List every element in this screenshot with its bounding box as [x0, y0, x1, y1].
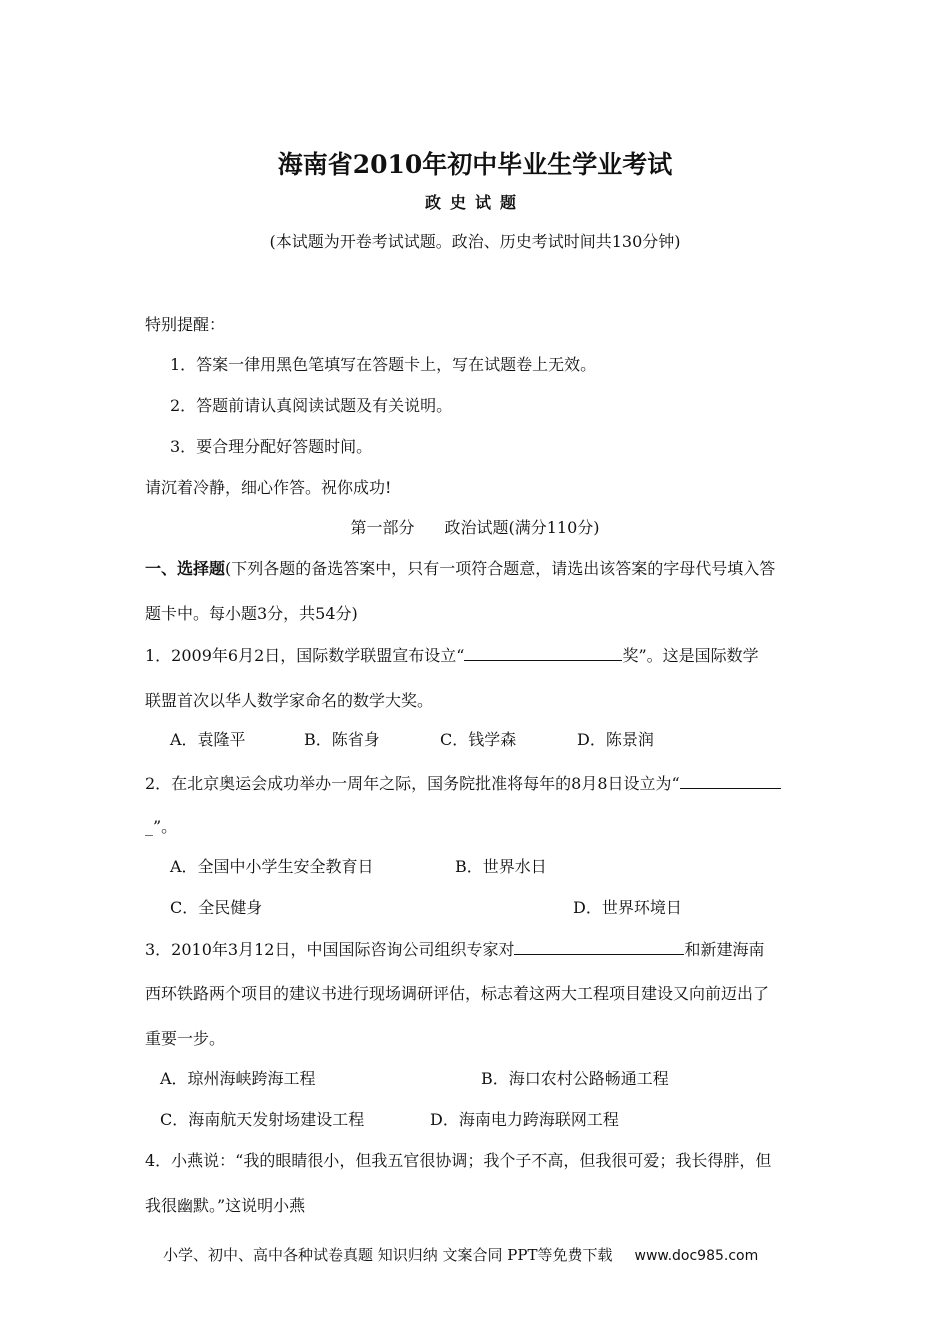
exam-title: 海南省2010年初中毕业生学业考试: [277, 150, 673, 179]
section-instruction: (下列各题的备选答案中，只有一项符合题意，请选出该答案的字母代号填入答: [225, 559, 776, 578]
option-c: C．钱学森: [440, 730, 517, 749]
option-d: D．海南电力跨海联网工程: [430, 1110, 619, 1129]
option-b: B．海口农村公路畅通工程: [481, 1069, 669, 1088]
option-b: B．世界水日: [455, 857, 547, 876]
section-label: 一、选择题: [145, 559, 226, 578]
question-stem: 4．小燕说：“我的眼睛很小，但我五官很协调；我个子不高，但我很可爱；我长得胖，但: [145, 1151, 772, 1170]
part-title: 政治试题(满分110分): [444, 518, 600, 537]
part-heading: [0, 517, 950, 539]
answer-blank: [680, 772, 781, 789]
exam-note: (本试题为开卷考试试题。政治、历史考试时间共130分钟): [269, 232, 681, 251]
reminder-item: 3．要合理分配好答题时间。: [170, 437, 373, 456]
option-c: C．海南航天发射场建设工程: [160, 1110, 365, 1129]
question-stem-end: 奖”。这是国际数学: [622, 646, 759, 665]
footer-url[interactable]: www.doc985.com: [634, 1248, 759, 1264]
reminder-heading: 特别提醒：: [145, 315, 226, 334]
question-stem-end: 和新建海南: [684, 940, 765, 959]
question-stem-cont: 我很幽默。”这说明小燕: [145, 1196, 306, 1215]
option-d: D．陈景润: [577, 730, 654, 749]
option-d: D．世界环境日: [573, 898, 682, 917]
question-stem: 3．2010年3月12日，中国国际咨询公司组织专家对: [145, 940, 515, 959]
section-instruction-cont: 题卡中。每小题3分，共54分): [145, 604, 358, 623]
question-stem-cont: 西环铁路两个项目的建议书进行现场调研评估，标志着这两大工程项目建设又向前迈出了: [145, 984, 770, 1003]
option-a: A．全国中小学生安全教育日: [170, 857, 374, 876]
footer-text: 小学、初中、高中各种试卷真题 知识归纳 文案合同 PPT等免费下载: [163, 1246, 613, 1264]
question-stem-cont: 重要一步。: [145, 1029, 226, 1048]
part-label: 第一部分: [350, 518, 415, 537]
question-stem: 1．2009年6月2日，国际数学联盟宣布设立“: [145, 646, 465, 665]
page-footer: [163, 1244, 758, 1267]
answer-blank: [514, 938, 684, 955]
question-stem-cont: _”。: [145, 817, 178, 836]
reminder-item: 2．答题前请认真阅读试题及有关说明。: [170, 396, 453, 415]
answer-blank: [464, 644, 622, 661]
option-c: C．全民健身: [170, 898, 263, 917]
option-b: B．陈省身: [304, 730, 380, 749]
option-a: A．袁隆平: [170, 730, 246, 749]
question-stem-cont: 联盟首次以华人数学家命名的数学大奖。: [145, 691, 434, 710]
reminder-closing: 请沉着冷静，细心作答。祝你成功!: [145, 478, 392, 497]
reminder-item: 1．答案一律用黑色笔填写在答题卡上，写在试题卷上无效。: [170, 355, 597, 374]
question-stem: 2．在北京奥运会成功举办一周年之际，国务院批准将每年的8月8日设立为“: [145, 774, 680, 793]
exam-subject: 政史试题: [424, 193, 525, 212]
option-a: A．琼州海峡跨海工程: [160, 1069, 316, 1088]
